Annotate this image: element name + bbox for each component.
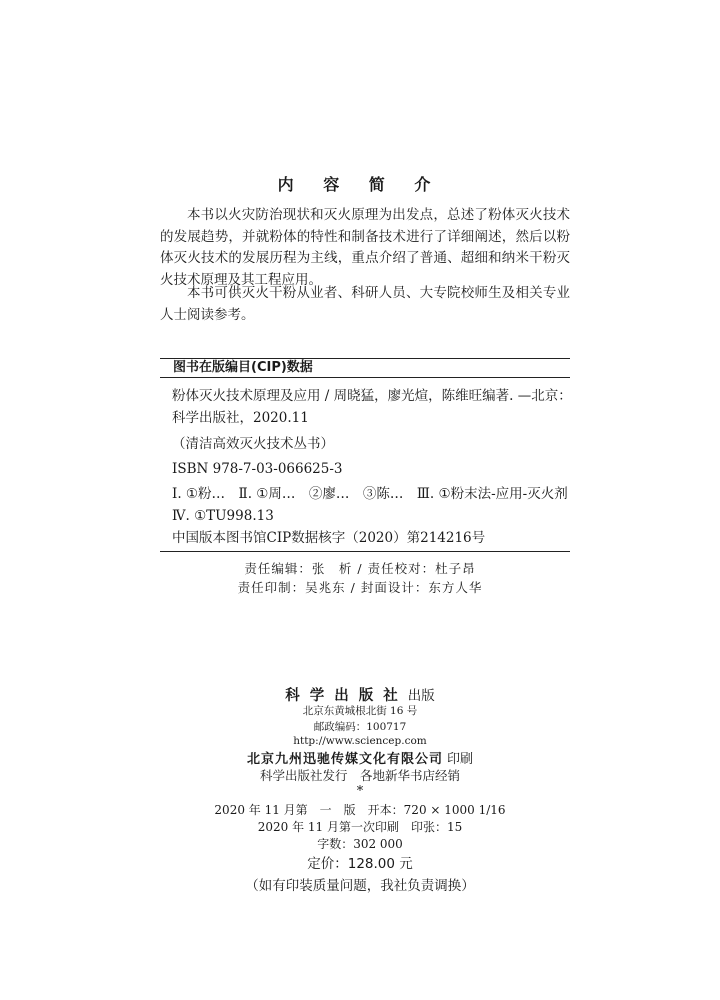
publisher-postcode: 邮政编码：100717 [313,721,407,733]
editors-line-2: 责任印制：吴兆东 / 封面设计：东方人华 [237,580,483,595]
publisher-name: 科学出版社 [285,687,408,704]
publisher-address: 北京东黄城根北街 16 号 [302,705,418,717]
cip-isbn: ISBN 978-7-03-066625-3 [172,461,343,477]
publisher-website: http://www.sciencep.com [293,735,427,747]
price: 定价：128.00 元 [307,856,413,872]
summary-title: 内 容 简 介 [277,175,443,194]
quality-notice: （如有印装质量问题，我社负责调换） [245,878,475,894]
edition-line: 2020 年 11 月第 一 版 开本：720 × 1000 1/16 [214,803,506,817]
printer-name: 北京九州迅驰传媒文化有限公司 [246,752,443,767]
cip-number: 中国版本图书馆CIP数据核字（2020）第214216号 [172,530,486,546]
cip-classification: Ⅰ. ①粉… Ⅱ. ①周… ②廖… ③陈… Ⅲ. ①粉末法-应用-灭火剂 Ⅳ. ①TU998.13 [172,486,582,524]
distribution-line: 科学出版社发行 各地新华书店经销 [259,768,460,783]
printer-line [0,748,720,767]
cip-heading-rule [160,377,570,378]
separator-asterisk: * [356,784,364,799]
cip-bottom-rule [160,551,570,552]
summary-paragraph-1: 本书以火灾防治现状和灭火原理为出发点，总述了粉体灭火技术的发展趋势，并就粉体的特性和制备技术进行了详细阐述，然后以粉体灭火技术的发展历程为主线，重点介绍了普通、超细和纳米干粉灭火技术原理及其工程应用。 [160,207,570,288]
publisher-suffix: 出版 [407,688,435,704]
summary-paragraph-2: 本书可供灭火干粉从业者、科研人员、大专院校师生及相关专业人士阅读参考。 [160,285,570,323]
cip-series: （清洁高效灭火技术丛书） [172,436,334,452]
word-count: 字数：302 000 [317,837,403,851]
cip-description: 粉体灭火技术原理及应用 / 周晓猛，廖光煊，陈维旺编著. —北京：科学出版社，2020.11 [172,388,572,426]
publisher-line [0,684,720,705]
printing-line: 2020 年 11 月第一次印刷 印张：15 [257,820,463,834]
cip-heading: 图书在版编目(CIP)数据 [173,360,313,375]
printer-suffix: 印刷 [447,752,474,767]
editors-line-1: 责任编辑：张 析 / 责任校对：杜子昂 [244,561,476,576]
